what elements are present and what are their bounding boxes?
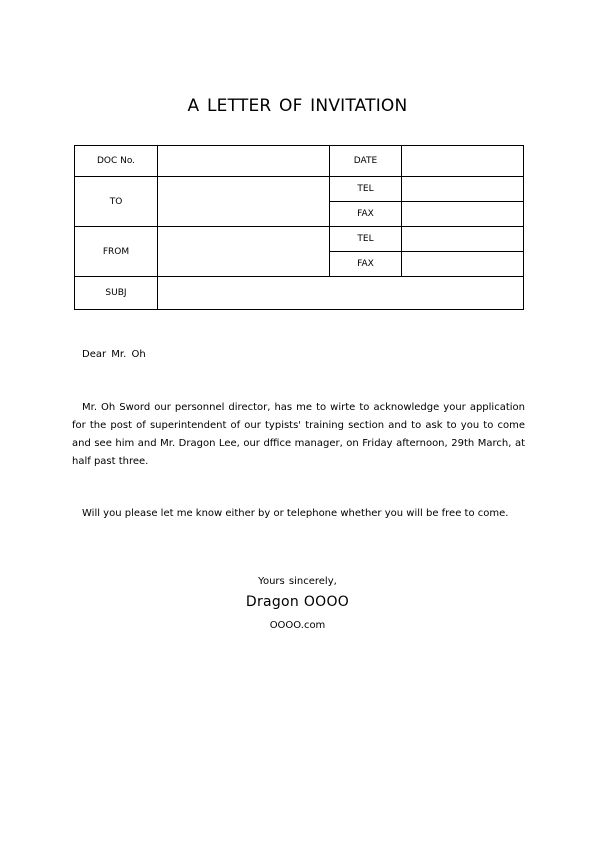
subj-row [75,277,524,310]
from-tel-value[interactable] [402,227,524,252]
page-title: A LETTER OF INVITATION [187,96,408,116]
doc-no-value[interactable] [158,146,330,177]
from-value[interactable] [158,227,330,277]
salutation: Dear Mr. Oh [82,349,146,360]
closing: Yours sincerely, [258,576,337,587]
from-fax-value[interactable] [402,252,524,277]
header-info-table [74,145,524,310]
to-value[interactable] [158,177,330,227]
date-label: DATE [330,146,402,177]
from-tel-row [75,227,524,252]
to-fax-value[interactable] [402,202,524,227]
doc-no-label: DOC No. [75,146,158,177]
to-label: TO [75,177,158,227]
to-tel-row [75,177,524,202]
to-tel-label: TEL [330,177,402,202]
to-fax-label: FAX [330,202,402,227]
contact-website: OOOO.com [269,620,326,631]
signature: Dragon OOOO [245,594,350,610]
body-paragraph-1: Mr. Oh Sword our personnel director, has me to wirte to acknowledge your application for the post of superintendent of our typists' training section and to ask to you to come and see him and Mr. Dragon Lee, our dffice manager, on Friday afternoon, 29th March, at half past three. [72,402,525,467]
from-tel-label: TEL [330,227,402,252]
doc-row [75,146,524,177]
subj-value[interactable] [158,277,524,310]
subj-label: SUBJ [75,277,158,310]
from-fax-label: FAX [330,252,402,277]
body-paragraph-2: Will you please let me know either by or telephone whether you will be free to come. [82,508,509,519]
from-label: FROM [75,227,158,277]
date-value[interactable] [402,146,524,177]
to-tel-value[interactable] [402,177,524,202]
